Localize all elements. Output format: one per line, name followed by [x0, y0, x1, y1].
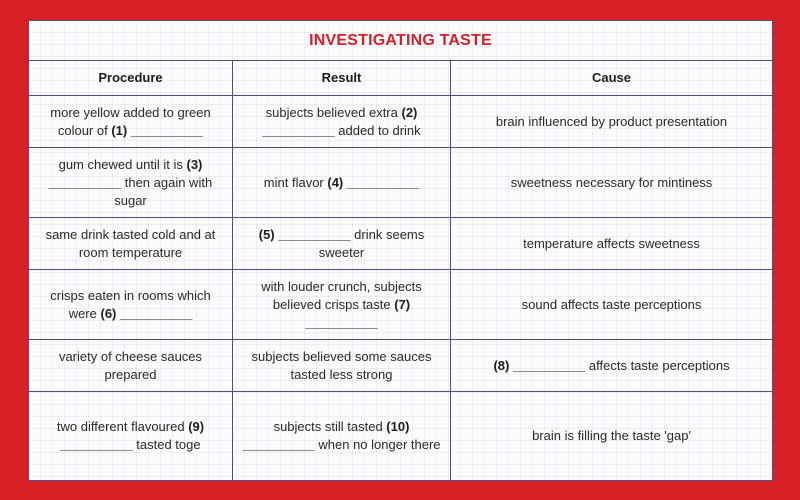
procedure-cell: same drink tasted cold and at room temperature — [29, 218, 233, 270]
procedure-cell: crisps eaten in rooms which were (6) __________ — [29, 270, 233, 340]
header-result: Result — [233, 61, 451, 96]
cause-cell: sweetness necessary for mintiness — [451, 148, 773, 218]
investigating-taste-table — [28, 20, 773, 481]
result-cell: mint flavor (4) __________ — [233, 148, 451, 218]
procedure-cell: more yellow added to green colour of (1) __________ — [29, 96, 233, 148]
result-cell: subjects believed extra (2) __________ added to drink — [233, 96, 451, 148]
procedure-cell: gum chewed until it is (3) __________ then again with sugar — [29, 148, 233, 218]
cause-cell: temperature affects sweetness — [451, 218, 773, 270]
cause-cell: brain is filling the taste 'gap' — [451, 392, 773, 481]
result-cell: (5) __________ drink seems sweeter — [233, 218, 451, 270]
worksheet-frame — [28, 20, 772, 480]
table-row — [29, 148, 773, 218]
table-title: INVESTIGATING TASTE — [29, 21, 773, 61]
procedure-cell: two different flavoured (9) __________ tasted toge — [29, 392, 233, 481]
table-row — [29, 392, 773, 481]
table-row — [29, 218, 773, 270]
cause-cell: (8) __________ affects taste perceptions — [451, 340, 773, 392]
result-cell: subjects believed some sauces tasted less strong — [233, 340, 451, 392]
result-cell: with louder crunch, subjects believed crisps taste (7) __________ — [233, 270, 451, 340]
table-row — [29, 340, 773, 392]
procedure-cell: variety of cheese sauces prepared — [29, 340, 233, 392]
header-cause: Cause — [451, 61, 773, 96]
table-row — [29, 96, 773, 148]
cause-cell: sound affects taste perceptions — [451, 270, 773, 340]
result-cell: subjects still tasted (10) __________ when no longer there — [233, 392, 451, 481]
header-procedure: Procedure — [29, 61, 233, 96]
cause-cell: brain influenced by product presentation — [451, 96, 773, 148]
table-row — [29, 270, 773, 340]
